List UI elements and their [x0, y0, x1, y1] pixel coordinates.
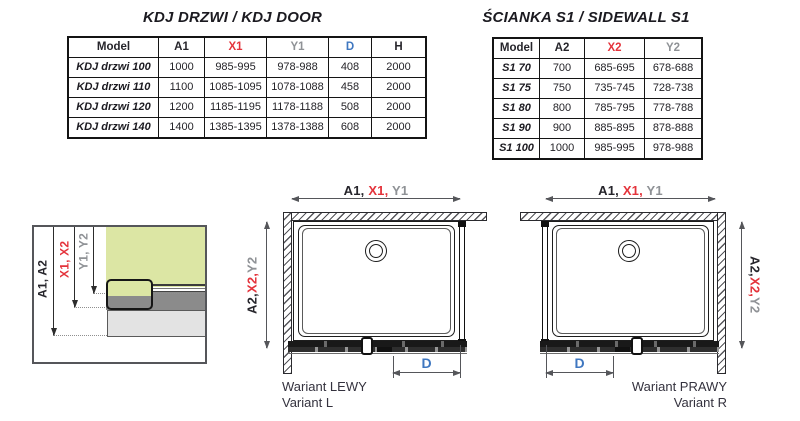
value-cell: 1078-1088 [267, 78, 329, 98]
value-cell: 458 [329, 78, 372, 98]
variant-l-door-handle [361, 337, 373, 355]
value-cell: 608 [329, 118, 372, 139]
column-header-d: D [329, 37, 372, 58]
table-row [493, 79, 702, 99]
s1-table-title: ŚCIANKA S1 / SIDEWALL S1 [482, 9, 690, 26]
y1-label: Y1 [646, 183, 663, 198]
variant-l-d-dimension-line [393, 372, 460, 373]
value-cell: 778-788 [645, 99, 703, 119]
table-row [68, 118, 426, 139]
variant-l-caption-line1: Wariant LEWY [282, 379, 367, 394]
column-header-a2: A2 [540, 38, 585, 59]
value-cell: 508 [329, 98, 372, 118]
value-cell: 700 [540, 59, 585, 79]
table-row [68, 98, 426, 118]
y1-label: Y1 [392, 183, 409, 198]
y2-label: Y2 [244, 256, 260, 273]
variant-r-door-handle [631, 337, 643, 355]
model-cell: S1 80 [493, 99, 540, 119]
value-cell: 2000 [372, 78, 427, 98]
value-cell: 1200 [159, 98, 205, 118]
variant-l-width-dimension-line [292, 198, 460, 199]
model-cell: KDJ drzwi 100 [68, 58, 159, 78]
value-cell: 1085-1095 [205, 78, 267, 98]
variant-l-fixed-sidewall [459, 222, 465, 342]
value-cell: 728-738 [645, 79, 703, 99]
a2-label: A2, [747, 256, 763, 278]
table-row [68, 58, 426, 78]
x-dimension-label: X1, X2 [57, 240, 72, 278]
model-cell: S1 100 [493, 139, 540, 160]
variant-r-caption [560, 379, 727, 411]
value-cell: 985-995 [205, 58, 267, 78]
value-cell: 678-688 [645, 59, 703, 79]
variant-l-depth-dimension-label [243, 222, 261, 348]
x2-label: X2, [747, 277, 763, 298]
value-cell: 408 [329, 58, 372, 78]
y-dimension-arrow [93, 227, 94, 293]
model-cell: KDJ drzwi 140 [68, 118, 159, 139]
x2-label: X2, [244, 272, 260, 293]
variant-l-caption [282, 379, 367, 411]
value-cell: 1385-1395 [205, 118, 267, 139]
model-cell: S1 90 [493, 119, 540, 139]
column-header-x2: X2 [585, 38, 645, 59]
variant-r-width-dimension-label [546, 183, 715, 198]
variant-l-top-wall [283, 212, 487, 221]
a2-label: A2, [244, 292, 260, 314]
variant-r-d-label: D [574, 355, 585, 371]
value-cell: 1400 [159, 118, 205, 139]
a1-label: A1, [598, 183, 623, 198]
table-row [493, 139, 702, 160]
column-header-y2: Y2 [645, 38, 703, 59]
roller-bracket-section [106, 279, 153, 310]
a-dimension-label: A1, A2 [35, 259, 50, 299]
variant-r-top-wall [520, 212, 726, 221]
table-row [493, 99, 702, 119]
glass-panel-section [106, 227, 205, 287]
column-header-x1: X1 [205, 37, 267, 58]
value-cell: 735-745 [585, 79, 645, 99]
variant-l-roller-block [377, 347, 392, 352]
model-cell: KDJ drzwi 110 [68, 78, 159, 98]
column-header-h: H [372, 37, 427, 58]
header-row [493, 38, 702, 59]
drain-circle-inner [369, 244, 383, 258]
a-dimension-arrow [53, 227, 54, 335]
variant-l-panel-top-bracket [458, 221, 466, 227]
variant-r-d-dimension-line [546, 372, 613, 373]
value-cell: 978-988 [645, 139, 703, 160]
model-cell: KDJ drzwi 120 [68, 98, 159, 118]
variant-l-d-label: D [421, 355, 432, 371]
variant-r-caption-line1: Wariant PRAWY [631, 379, 727, 394]
x1-label: X1, [622, 183, 647, 198]
value-cell: 978-988 [267, 58, 329, 78]
variant-l-caption-line2: Variant L [282, 395, 334, 410]
variant-l-rail-base-line [288, 353, 467, 355]
column-header-a1: A1 [159, 37, 205, 58]
table-row [493, 119, 702, 139]
table-row [493, 59, 702, 79]
kdj-dimensions-table [67, 36, 427, 139]
value-cell: 1185-1195 [205, 98, 267, 118]
value-cell: 900 [540, 119, 585, 139]
value-cell: 800 [540, 99, 585, 119]
a-reference-dotted-line [53, 335, 107, 336]
value-cell: 985-995 [585, 139, 645, 160]
variant-r-depth-dimension-line [741, 222, 742, 348]
model-cell: S1 70 [493, 59, 540, 79]
variant-r-depth-dimension-label [746, 222, 764, 348]
kdj-table-title: KDJ DRZWI / KDJ DOOR [142, 9, 322, 26]
value-cell: 1000 [540, 139, 585, 160]
value-cell: 878-888 [645, 119, 703, 139]
x1-label: X1, [368, 183, 393, 198]
column-header-y1: Y1 [267, 37, 329, 58]
profile-section-detail [32, 225, 207, 364]
s1-dimensions-table [492, 37, 703, 160]
a1-label: A1, [343, 183, 369, 198]
variant-r-fixed-sidewall [542, 222, 548, 342]
variant-r-panel-top-bracket [541, 221, 549, 227]
value-cell: 685-695 [585, 59, 645, 79]
column-header-model: Model [493, 38, 540, 59]
header-row [68, 37, 426, 58]
variant-r-caption-line2: Variant R [673, 395, 727, 410]
value-cell: 1000 [159, 58, 205, 78]
value-cell: 2000 [372, 118, 427, 139]
variant-r-rail-base-line [540, 353, 719, 355]
value-cell: 885-895 [585, 119, 645, 139]
column-header-model: Model [68, 37, 159, 58]
model-cell: S1 75 [493, 79, 540, 99]
variant-r-width-dimension-line [546, 198, 715, 199]
value-cell: 2000 [372, 98, 427, 118]
variant-r-roller-block [615, 347, 630, 352]
value-cell: 785-795 [585, 99, 645, 119]
value-cell: 1178-1188 [267, 98, 329, 118]
y2-label: Y2 [747, 297, 763, 314]
shower-tray-section [107, 310, 205, 337]
variant-l-width-dimension-label [292, 183, 460, 198]
y-dimension-label: Y1, Y2 [76, 232, 91, 270]
value-cell: 2000 [372, 58, 427, 78]
value-cell: 1378-1388 [267, 118, 329, 139]
table-row [68, 78, 426, 98]
value-cell: 750 [540, 79, 585, 99]
variant-l-depth-dimension-line [266, 222, 267, 348]
drain-circle-inner [622, 244, 636, 258]
value-cell: 1100 [159, 78, 205, 98]
x-reference-dotted-line [74, 307, 107, 308]
